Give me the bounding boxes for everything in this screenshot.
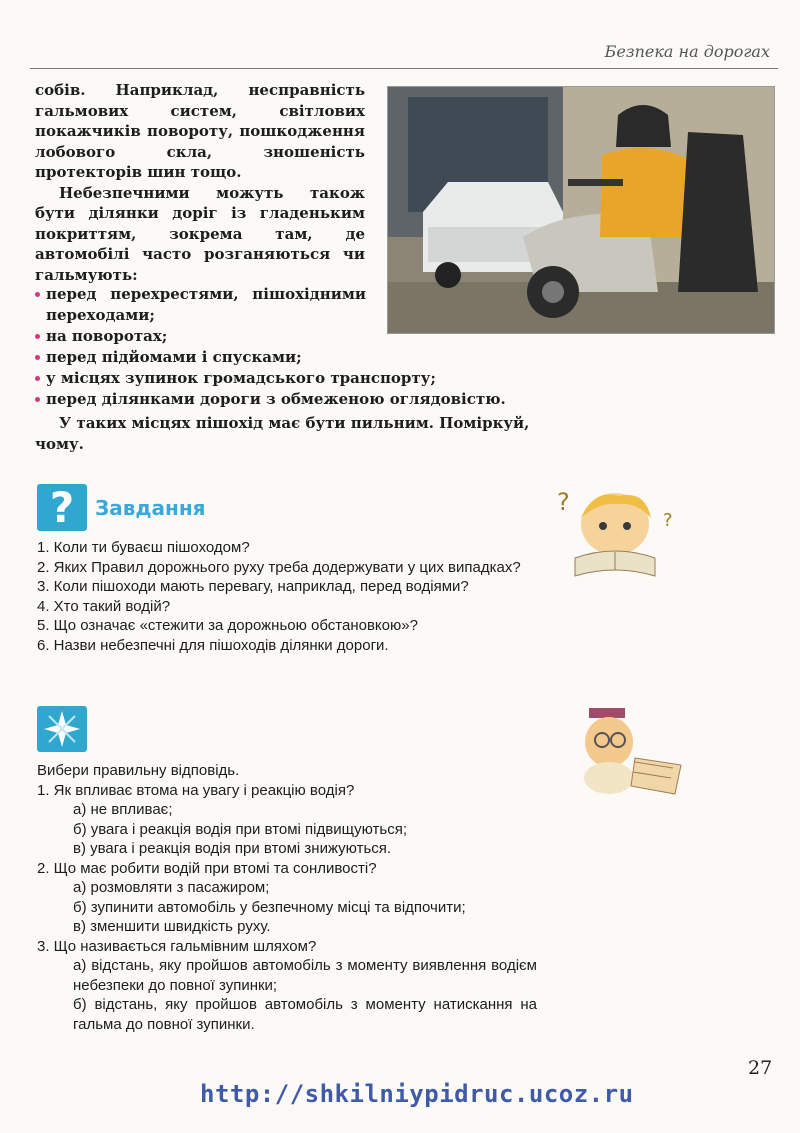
question-mark-icon: ? <box>37 484 87 531</box>
compass-star-icon <box>37 706 87 752</box>
answer-option: а) не впливає; <box>73 801 173 818</box>
bullet-list <box>35 284 540 455</box>
list-item: перед підйомами і спусками; <box>35 347 540 368</box>
quiz-section <box>37 761 537 1034</box>
answer-option: в) увага і реакція водія при втомі знижуються. <box>73 840 392 857</box>
closing-paragraph: У таких місцях пішохід має бути пильним. Поміркуй, чому. <box>35 414 530 453</box>
svg-text:?: ? <box>557 488 570 516</box>
intro-text <box>35 80 365 285</box>
source-url-link[interactable]: http://shkilniypidruc.ucoz.ru <box>200 1080 634 1108</box>
list-item: 3. Коли пішоходи мають перевагу, наприклад, перед водіями? <box>37 578 469 595</box>
quiz-question: 3. Що називається гальмівним шляхом? <box>37 937 317 955</box>
answer-option: а) відстань, яку пройшов автомобіль з моменту виявлення водієм небезпеки до повної зупинки; <box>73 957 537 994</box>
answer-option: б) увага і реакція водія при втомі підвищуються; <box>73 820 408 838</box>
list-item: на поворотах; <box>35 326 366 347</box>
answer-option: а) розмовляти з пасажиром; <box>73 879 270 896</box>
quiz-question: 1. Як впливає втома на увагу і реакцію водія? <box>37 781 355 799</box>
child-with-book-icon <box>555 488 680 583</box>
answer-option: б) зупинити автомобіль у безпечному місці та відпочити; <box>73 898 466 916</box>
quiz-compass-icon <box>37 706 87 752</box>
list-item: 5. Що означає «стежити за дорожньою обстановкою»? <box>37 617 418 634</box>
svg-text:?: ? <box>663 510 673 531</box>
list-item: 1. Коли ти буваєш пішоходом? <box>37 539 250 556</box>
bullet-dot-icon <box>35 292 40 297</box>
bullet-dot-icon <box>35 355 40 360</box>
list-item: перед перехрестями, пішохідними переходами; <box>35 284 366 326</box>
answer-option: б) відстань, яку пройшов автомобіль з моменту натискання на гальма до повної зупинки. <box>73 996 537 1033</box>
header-rule <box>30 68 778 69</box>
intro-paragraph-1: собів. Наприклад, несправність гальмових систем, світлових покажчиків повороту, пошкодження лобового скла, зношеність протекторів шин тощо. <box>35 81 365 181</box>
tasks-heading: Завдання <box>95 496 206 520</box>
child-with-cap-icon <box>575 700 690 800</box>
list-item: 2. Яких Правил дорожнього руху треба додержувати у цих випадках? <box>37 558 521 576</box>
list-item: 6. Назви небезпечні для пішоходів ділянки дороги. <box>37 636 389 654</box>
page-number: 27 <box>748 1057 773 1079</box>
list-item: у місцях зупинок громадського транспорту; <box>35 368 540 389</box>
list-item: перед ділянками дороги з обмеженою оглядовістю. <box>35 389 540 410</box>
graduate-child-illustration <box>575 700 690 800</box>
bullet-dot-icon <box>35 397 40 402</box>
list-item: 4. Хто такий водій? <box>37 597 171 615</box>
answer-option: в) зменшити швидкість руху. <box>73 918 271 935</box>
bullet-dot-icon <box>35 334 40 339</box>
quiz-question: 2. Що має робити водій при втомі та сонливості? <box>37 859 377 877</box>
quiz-intro: Вибери правильну відповідь. <box>37 762 240 779</box>
intro-paragraph-2: Небезпечними можуть також бути ділянки доріг із гладеньким покриттям, зокрема там, де автомобілі часто розганяються чи гальмують: <box>35 183 365 284</box>
running-header: Безпека на дорогах <box>604 42 770 61</box>
tasks-list <box>37 538 537 655</box>
child-reading-illustration <box>555 488 680 583</box>
bullet-dot-icon <box>35 376 40 381</box>
